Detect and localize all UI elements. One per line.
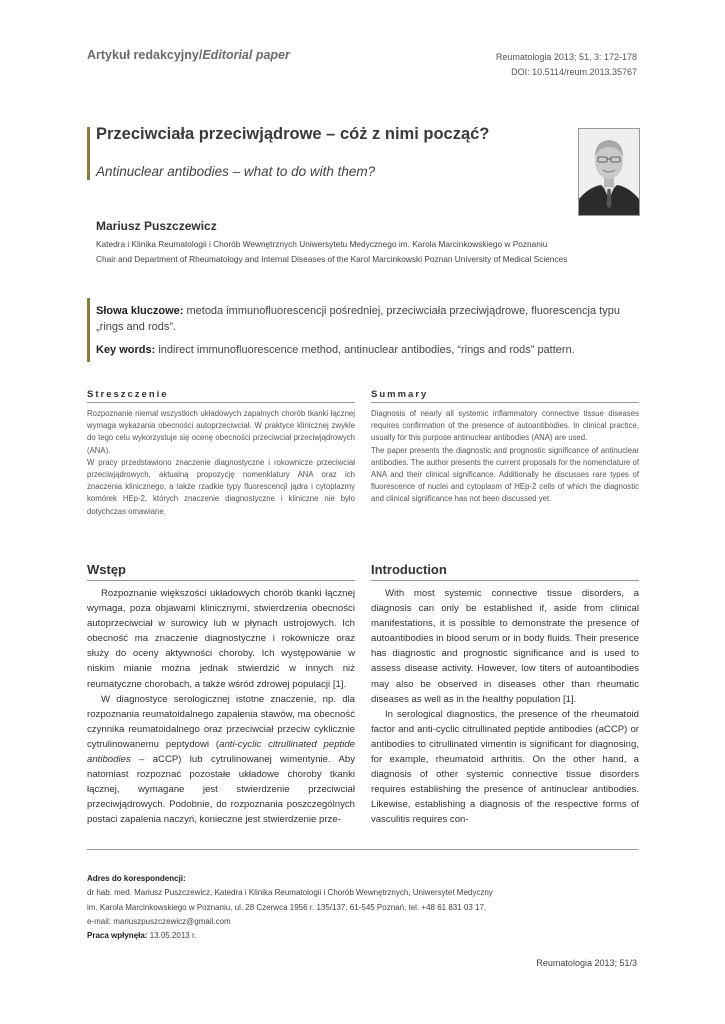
journal-reference bbox=[496, 50, 637, 80]
section-en-divider bbox=[371, 580, 639, 581]
page-footer: Reumatologia 2013; 51/3 bbox=[536, 958, 637, 968]
abstract-pl-heading: Streszczenie bbox=[87, 389, 169, 400]
body-paragraph: In serological diagnostics, the presence of the rheumatoid factor and anti-cyclic citrullinated peptide antibodies (aCCP) or antibodies to citrullinated vimentin is significant for diagnosing, for example, rheumatoid arthritis. On the other hand, a diagnosis of other systemic connective tissue disorders requires establishing the presence of antinuclear antibodies. Likewise, establishing a diagnosis of the respective forms of vasculitis requires con- bbox=[371, 708, 639, 826]
keywords-pl bbox=[96, 303, 641, 335]
abstract-en bbox=[371, 408, 639, 506]
abstract-pl-paragraph: Rozpoznanie niemal wszystkich układowych zapalnych chorób tkanki łącznej wymaga wykazania obecności autoprzeciwciał. W praktyce klinicznej zwykle do tego celu wykorzystuje się ocenę obecności przeciwciał przeciwjądrowych (ANA). bbox=[87, 409, 355, 455]
keywords-pl-label: Słowa kluczowe: bbox=[96, 305, 184, 317]
body-column-en bbox=[371, 586, 639, 828]
abstract-en-paragraph: Diagnosis of nearly all systemic inflammatory connective tissue diseases requires confirmation of the presence of autoantibodies. In clinical practice, usually for this purpose antinuclear antibodies (ANA) are used. bbox=[371, 409, 639, 443]
article-title: Przeciwciała przeciwjądrowe – cóż z nimi począć? bbox=[96, 125, 490, 143]
abstract-pl-divider bbox=[87, 402, 355, 403]
abstract-en-paragraph: The paper presents the diagnostic and prognostic significance of antinuclear antibodies. The author presents the current proposals for the nomenclature of ANA and their clinical significance. Additionally he discusses rare types of fluorescence of nuclei and cytoplasm of HEp-2 cells of which the diagnostic and clinical significance has not been discussed yet. bbox=[371, 445, 639, 504]
body-text-run: W diagnostyce serologicznej istotne znaczenie, np. dla rozpoznania reumatoidalnego zapalenia stawów, ma obecność czynnika reumatoidalnego oraz przeciwciał przeciw cyklicznie cytrulinowanemu peptydowi ( bbox=[87, 693, 355, 750]
section-heading-en: Introduction bbox=[371, 562, 447, 577]
correspondence-line: im. Karola Marcinkowskiego w Poznaniu, ul. 28 Czerwca 1956 r. 135/137, 61-545 Poznań, tel. +48 61 831 03 17, bbox=[87, 902, 487, 912]
title-accent-bar bbox=[87, 127, 90, 180]
article-type bbox=[87, 48, 290, 62]
correspondence-email[interactable]: e-mail: mariuszpuszczewicz@gmail.com bbox=[87, 916, 231, 926]
footer-divider bbox=[87, 849, 638, 850]
body-column-pl bbox=[87, 586, 355, 828]
affiliation-pl: Katedra i Klinika Reumatologii i Chorób Wewnętrznych Uniwersytetu Medycznego im. Karola Marcinkowskiego w Poznaniu bbox=[96, 239, 548, 249]
body-text-italic: anti-cyclic citrullinated peptide antibodies bbox=[87, 738, 355, 766]
correspondence-label: Adres do korespondencji: bbox=[87, 874, 186, 883]
received-value: 13.05.2013 r. bbox=[147, 931, 197, 941]
abstract-pl-paragraph: W pracy przedstawiono znaczenie diagnostyczne i rokownicze przeciwciał przeciwjądrowych, aktualną propozycję nomenklatury ANA oraz ich znaczenia klinicznego, a także rzadkie typy fluorescencji jądra i cytoplazmy komórek HEp-2, których znaczenie diagnostyczne i kliniczne nie było dotychczas omawiane. bbox=[87, 457, 355, 516]
abstract-en-heading: Summary bbox=[371, 389, 429, 400]
author-name: Mariusz Puszczewicz bbox=[96, 219, 217, 233]
keywords-en-label: Key words: bbox=[96, 344, 156, 356]
author-photo bbox=[578, 128, 640, 216]
keywords-en bbox=[96, 342, 641, 358]
body-text-run: – aCCP) lub cytrulinowanej wimentynie. Aby natomiast rozpoznać pozostałe układowe choroby tkanki łącznej, wymagane jest stwierdzenie przeciwciał przeciwjądrowych. Podobnie, do rozpoznania poszczególnych postaci zapalenia naczyń, konieczne jest stwierdzenie prze- bbox=[87, 754, 355, 826]
abstract-en-divider bbox=[371, 402, 639, 403]
doi[interactable]: DOI: 10.5114/reum.2013.35767 bbox=[511, 67, 637, 77]
body-paragraph bbox=[87, 692, 355, 828]
correspondence-line: dr hab. med. Mariusz Puszczewicz, Katedra i Klinika Reumatologii i Chorób Wewnętrznych, Uniwersytet Medyczny bbox=[87, 888, 493, 898]
body-paragraph: With most systemic connective tissue disorders, a diagnosis can only be established if, aside from clinical manifestations, it is possible to demonstrate the presence of autoantibodies in blood serum or in body fluids. Their presence has diagnostic and prognostic significance and is used to assess disease activity. However, low titers of autoantibodies may also be observed in diseases other than rheumatic diseases as well as in the healthy population [1]. bbox=[371, 588, 639, 705]
abstract-pl bbox=[87, 408, 355, 518]
body-paragraph: Rozpoznanie większości układowych chorób tkanki łącznej wymaga, poza objawami klinicznymi, stwierdzenia obecności autoprzeciwciał w surowicy lub w płynach ustrojowych. Ich obecność ma znaczenie diagnostyczne i rokownicze oraz służy do oceny aktywności choroby. Ich występowanie w niskim mianie można jednak stwierdzić w innych niż reumatyczne chorobach, a także wśród zdrowej populacji [1]. bbox=[87, 588, 355, 690]
correspondence-footer bbox=[87, 872, 638, 943]
affiliation-en: Chair and Department of Rheumatology and Internal Diseases of the Karol Marcinkowski Poznan University of Medical Sciences bbox=[96, 254, 568, 264]
received-label: Praca wpłynęła: bbox=[87, 931, 148, 941]
journal-citation: Reumatologia 2013; 51, 3: 172-178 bbox=[495, 52, 637, 62]
article-type-en: Editorial paper bbox=[202, 48, 290, 62]
article-subtitle: Antinuclear antibodies – what to do with them? bbox=[96, 164, 376, 179]
keywords-pl-text: metoda immunofluorescencji pośredniej, przeciwciała przeciwjądrowe, fluorescencja typu „rings and rods”. bbox=[96, 305, 620, 333]
author-portrait-icon bbox=[579, 129, 639, 215]
section-pl-divider bbox=[87, 580, 355, 581]
keywords-en-text: indirect immunofluorescence method, antinuclear antibodies, “rings and rods” pattern. bbox=[155, 344, 575, 356]
keywords-accent-bar bbox=[87, 298, 90, 362]
article-type-pl: Artykuł redakcyjny bbox=[87, 48, 199, 62]
article-type-separator: / bbox=[198, 48, 203, 62]
section-heading-pl: Wstęp bbox=[87, 562, 126, 577]
received-date bbox=[87, 929, 638, 943]
